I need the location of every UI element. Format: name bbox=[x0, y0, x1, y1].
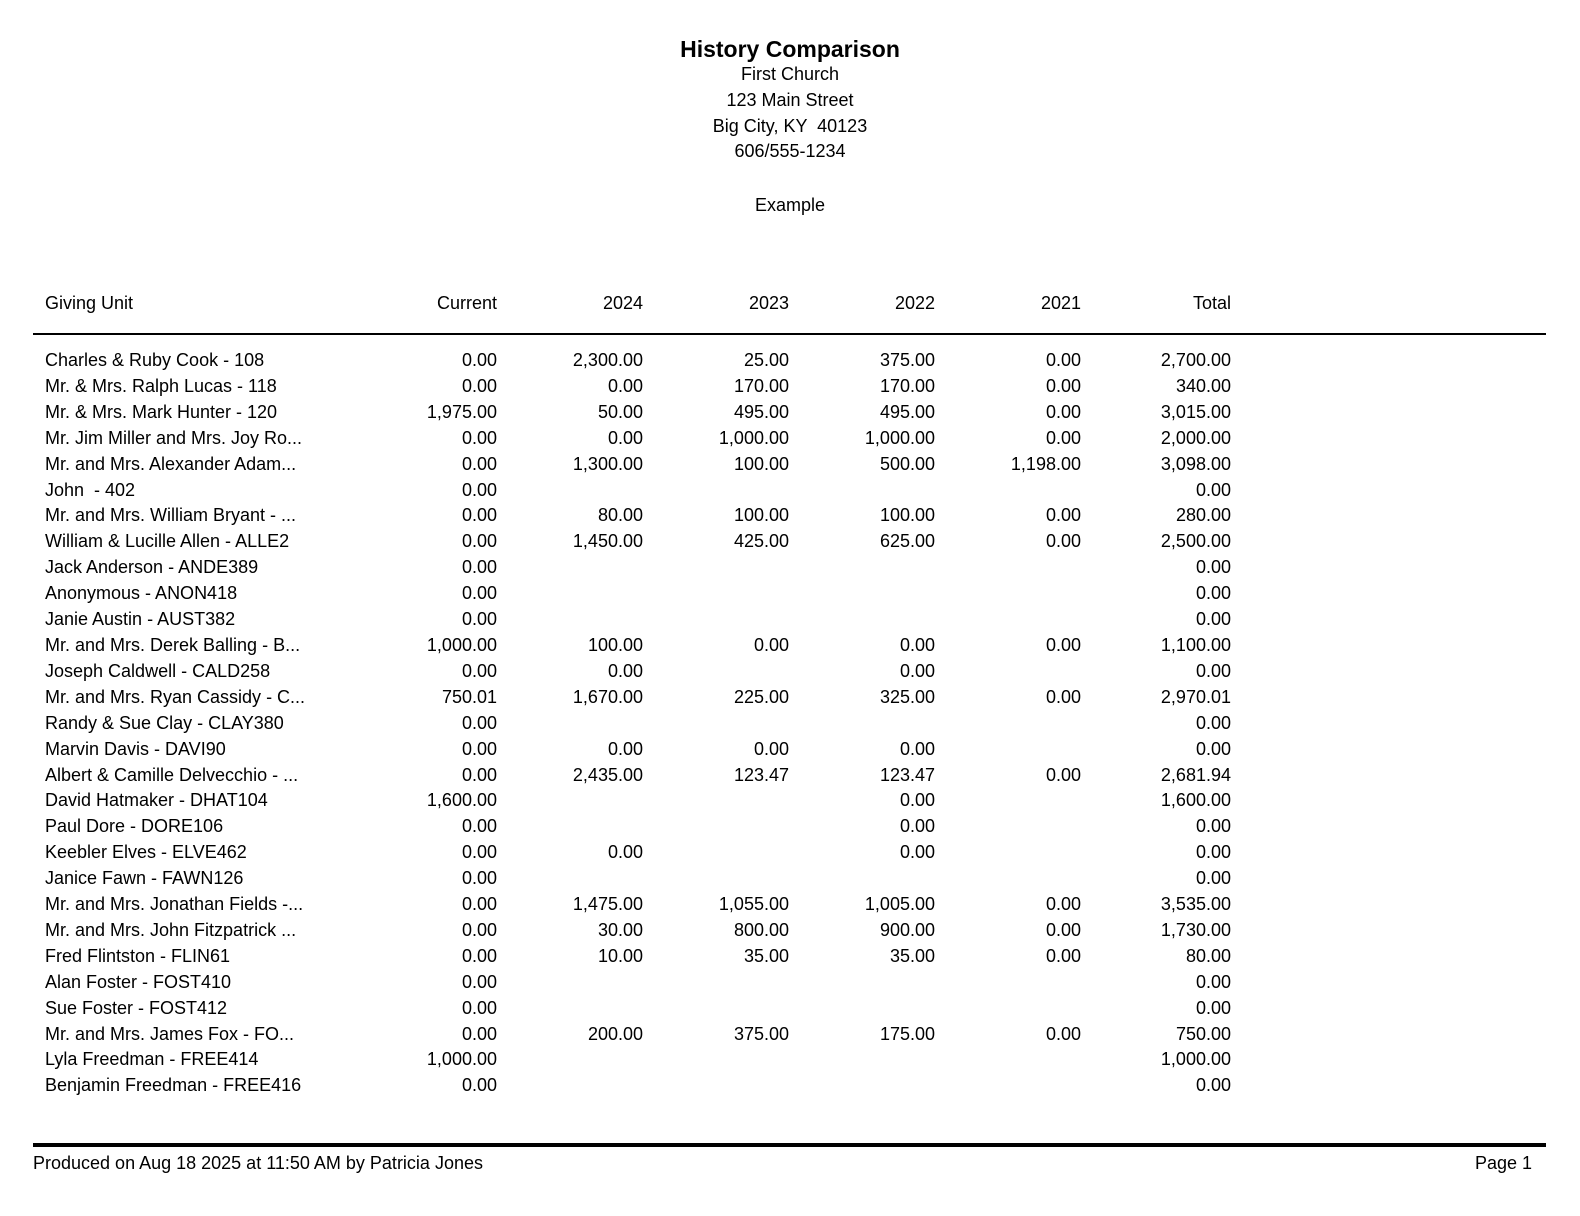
amount-cell: 1,000.00 bbox=[864, 427, 935, 448]
giving-unit-name: Alan Foster - FOST410 bbox=[45, 971, 232, 992]
amount-cell: 0.00 bbox=[1195, 557, 1231, 578]
amount-cell: 0.00 bbox=[461, 557, 497, 578]
amount-cell: 0.00 bbox=[461, 971, 497, 992]
filler-cell bbox=[1231, 737, 1546, 763]
column-header-2024: 2024 bbox=[497, 288, 643, 334]
amount-cell: 35.00 bbox=[743, 945, 789, 966]
filler-cell bbox=[1231, 529, 1546, 555]
amount-cell: 100.00 bbox=[733, 505, 789, 526]
table-row bbox=[33, 529, 1546, 555]
amount-cell: 170.00 bbox=[879, 375, 935, 396]
amount-cell: 0.00 bbox=[1195, 712, 1231, 733]
amount-cell bbox=[643, 555, 789, 581]
giving-unit-name: Mr. and Mrs. James Fox - FO... bbox=[45, 1023, 295, 1044]
table-row bbox=[33, 1073, 1546, 1099]
amount-cell: 0.00 bbox=[1195, 1075, 1231, 1096]
giving-unit-name: Paul Dore - DORE106 bbox=[45, 816, 224, 837]
amount-cell: 0.00 bbox=[461, 842, 497, 863]
amount-cell: 495.00 bbox=[733, 401, 789, 422]
table-row bbox=[33, 400, 1546, 426]
amount-cell: 900.00 bbox=[879, 919, 935, 940]
amount-cell: 0.00 bbox=[899, 634, 935, 655]
amount-cell: 800.00 bbox=[733, 919, 789, 940]
column-header-2022: 2022 bbox=[789, 288, 935, 334]
amount-cell bbox=[643, 581, 789, 607]
amount-cell bbox=[935, 581, 1081, 607]
amount-cell: 0.00 bbox=[607, 660, 643, 681]
phone-number: 606/555-1234 bbox=[734, 141, 846, 162]
amount-cell: 0.00 bbox=[607, 427, 643, 448]
address-street: 123 Main Street bbox=[726, 89, 854, 110]
amount-cell: 0.00 bbox=[1195, 868, 1231, 889]
amount-cell: 0.00 bbox=[607, 738, 643, 759]
table-row bbox=[33, 970, 1546, 996]
amount-cell bbox=[643, 659, 789, 685]
amount-cell bbox=[497, 581, 643, 607]
amount-cell: 0.00 bbox=[1045, 634, 1081, 655]
amount-cell bbox=[935, 970, 1081, 996]
filler-cell bbox=[1231, 374, 1546, 400]
amount-cell: 0.00 bbox=[1195, 479, 1231, 500]
amount-cell: 1,475.00 bbox=[572, 894, 643, 915]
amount-cell bbox=[643, 1047, 789, 1073]
amount-cell: 175.00 bbox=[879, 1023, 935, 1044]
column-header-filler bbox=[1231, 288, 1546, 334]
amount-cell: 0.00 bbox=[1045, 686, 1081, 707]
amount-cell: 0.00 bbox=[607, 375, 643, 396]
amount-cell: 495.00 bbox=[879, 401, 935, 422]
amount-cell bbox=[789, 1047, 935, 1073]
amount-cell bbox=[643, 814, 789, 840]
amount-cell: 2,681.94 bbox=[1160, 764, 1231, 785]
amount-cell: 0.00 bbox=[899, 842, 935, 863]
amount-cell: 0.00 bbox=[753, 738, 789, 759]
amount-cell: 3,015.00 bbox=[1160, 401, 1231, 422]
amount-cell: 80.00 bbox=[597, 505, 643, 526]
amount-cell: 0.00 bbox=[461, 453, 497, 474]
column-header-giving-unit: Giving Unit bbox=[33, 288, 363, 334]
filler-cell bbox=[1231, 892, 1546, 918]
giving-unit-name: Benjamin Freedman - FREE416 bbox=[45, 1075, 302, 1096]
amount-cell: 1,000.00 bbox=[426, 1049, 497, 1070]
amount-cell: 1,600.00 bbox=[1160, 790, 1231, 811]
amount-cell: 0.00 bbox=[899, 660, 935, 681]
amount-cell: 0.00 bbox=[461, 583, 497, 604]
filler-cell bbox=[1231, 944, 1546, 970]
amount-cell: 0.00 bbox=[1195, 660, 1231, 681]
amount-cell: 750.00 bbox=[1175, 1023, 1231, 1044]
giving-unit-name: William & Lucille Allen - ALLE2 bbox=[45, 531, 290, 552]
amount-cell: 0.00 bbox=[461, 350, 497, 370]
amount-cell: 123.47 bbox=[879, 764, 935, 785]
amount-cell: 1,600.00 bbox=[426, 790, 497, 811]
organization-name: First Church bbox=[740, 64, 839, 84]
amount-cell: 0.00 bbox=[461, 945, 497, 966]
table-row bbox=[33, 1047, 1546, 1073]
amount-cell: 225.00 bbox=[733, 686, 789, 707]
amount-cell: 1,975.00 bbox=[426, 401, 497, 422]
filler-cell bbox=[1231, 970, 1546, 996]
filler-cell bbox=[1231, 996, 1546, 1022]
giving-unit-name: Mr. and Mrs. Jonathan Fields -... bbox=[45, 894, 304, 915]
amount-cell: 0.00 bbox=[899, 738, 935, 759]
amount-cell: 0.00 bbox=[1045, 427, 1081, 448]
table-row bbox=[33, 996, 1546, 1022]
amount-cell: 0.00 bbox=[1045, 1023, 1081, 1044]
amount-cell: 100.00 bbox=[733, 453, 789, 474]
filler-cell bbox=[1231, 685, 1546, 711]
amount-cell bbox=[789, 1073, 935, 1099]
filler-cell bbox=[1231, 426, 1546, 452]
amount-cell: 1,198.00 bbox=[1010, 453, 1081, 474]
amount-cell bbox=[789, 478, 935, 504]
filler-cell bbox=[1231, 581, 1546, 607]
giving-unit-name: Fred Flintston - FLIN61 bbox=[45, 945, 231, 966]
amount-cell: 1,670.00 bbox=[572, 686, 643, 707]
giving-unit-name: Mr. and Mrs. Ryan Cassidy - C... bbox=[45, 686, 306, 707]
giving-unit-name: John - 402 bbox=[45, 479, 136, 500]
amount-cell bbox=[643, 996, 789, 1022]
amount-cell bbox=[643, 711, 789, 737]
amount-cell: 0.00 bbox=[1195, 971, 1231, 992]
table-row bbox=[33, 685, 1546, 711]
amount-cell bbox=[497, 866, 643, 892]
amount-cell bbox=[497, 970, 643, 996]
amount-cell: 1,000.00 bbox=[1160, 1049, 1231, 1070]
filler-cell bbox=[1231, 840, 1546, 866]
address-city-state-zip: Big City, KY 40123 bbox=[712, 115, 868, 136]
amount-cell bbox=[935, 840, 1081, 866]
filler-cell bbox=[1231, 763, 1546, 789]
giving-unit-name: Charles & Ruby Cook - 108 bbox=[45, 350, 265, 370]
amount-cell: 0.00 bbox=[461, 479, 497, 500]
amount-cell: 375.00 bbox=[879, 350, 935, 370]
amount-cell: 2,000.00 bbox=[1160, 427, 1231, 448]
giving-unit-name: Lyla Freedman - FREE414 bbox=[45, 1049, 259, 1070]
giving-unit-name: Mr. & Mrs. Ralph Lucas - 118 bbox=[45, 375, 277, 396]
amount-cell: 280.00 bbox=[1175, 505, 1231, 526]
filler-cell bbox=[1231, 334, 1546, 374]
produced-timestamp: Produced on Aug 18 2025 at 11:50 AM by Patricia Jones bbox=[33, 1153, 483, 1173]
filler-cell bbox=[1231, 788, 1546, 814]
amount-cell bbox=[935, 814, 1081, 840]
giving-unit-name: Sue Foster - FOST412 bbox=[45, 997, 228, 1018]
amount-cell: 0.00 bbox=[1195, 997, 1231, 1018]
amount-cell: 425.00 bbox=[733, 531, 789, 552]
amount-cell: 0.00 bbox=[461, 919, 497, 940]
amount-cell bbox=[789, 711, 935, 737]
giving-unit-name: Mr. and Mrs. Derek Balling - B... bbox=[45, 634, 301, 655]
table-row bbox=[33, 866, 1546, 892]
amount-cell bbox=[935, 1047, 1081, 1073]
amount-cell: 100.00 bbox=[879, 505, 935, 526]
amount-cell: 1,100.00 bbox=[1160, 634, 1231, 655]
amount-cell: 0.00 bbox=[1195, 583, 1231, 604]
table-row bbox=[33, 555, 1546, 581]
report-title: History Comparison bbox=[680, 36, 900, 62]
giving-unit-name: Randy & Sue Clay - CLAY380 bbox=[45, 712, 284, 733]
amount-cell: 80.00 bbox=[1185, 945, 1231, 966]
amount-cell bbox=[935, 996, 1081, 1022]
amount-cell: 0.00 bbox=[1195, 816, 1231, 837]
amount-cell bbox=[935, 555, 1081, 581]
report-subtitle: Example bbox=[754, 195, 826, 216]
amount-cell bbox=[789, 970, 935, 996]
amount-cell: 0.00 bbox=[899, 816, 935, 837]
amount-cell: 0.00 bbox=[461, 660, 497, 681]
amount-cell bbox=[935, 737, 1081, 763]
amount-cell bbox=[935, 1073, 1081, 1099]
giving-unit-name: Mr. and Mrs. Alexander Adam... bbox=[45, 453, 297, 474]
amount-cell bbox=[789, 555, 935, 581]
amount-cell: 0.00 bbox=[1045, 764, 1081, 785]
amount-cell bbox=[935, 478, 1081, 504]
giving-unit-name: Mr. Jim Miller and Mrs. Joy Ro... bbox=[45, 427, 303, 448]
amount-cell: 0.00 bbox=[461, 712, 497, 733]
table-row bbox=[33, 659, 1546, 685]
amount-cell: 0.00 bbox=[461, 868, 497, 889]
table-row bbox=[33, 1022, 1546, 1048]
table-row bbox=[33, 452, 1546, 478]
filler-cell bbox=[1231, 711, 1546, 737]
table-row bbox=[33, 581, 1546, 607]
amount-cell bbox=[643, 866, 789, 892]
amount-cell: 0.00 bbox=[1045, 505, 1081, 526]
amount-cell: 2,500.00 bbox=[1160, 531, 1231, 552]
giving-unit-name: Joseph Caldwell - CALD258 bbox=[45, 660, 271, 681]
amount-cell bbox=[497, 814, 643, 840]
amount-cell: 750.01 bbox=[441, 686, 497, 707]
filler-cell bbox=[1231, 607, 1546, 633]
report-footer bbox=[33, 1152, 1546, 1174]
giving-unit-name: Mr. and Mrs. John Fitzpatrick ... bbox=[45, 919, 297, 940]
amount-cell: 0.00 bbox=[461, 609, 497, 630]
amount-cell: 2,300.00 bbox=[572, 350, 643, 370]
amount-cell: 3,535.00 bbox=[1160, 894, 1231, 915]
amount-cell: 0.00 bbox=[461, 1075, 497, 1096]
page-number: Page 1 bbox=[1474, 1153, 1532, 1173]
table-row bbox=[33, 711, 1546, 737]
amount-cell: 0.00 bbox=[1045, 531, 1081, 552]
amount-cell bbox=[643, 478, 789, 504]
amount-cell bbox=[643, 840, 789, 866]
table-row bbox=[33, 607, 1546, 633]
amount-cell bbox=[497, 607, 643, 633]
giving-unit-name: Marvin Davis - DAVI90 bbox=[45, 738, 226, 759]
filler-cell bbox=[1231, 659, 1546, 685]
amount-cell: 340.00 bbox=[1175, 375, 1231, 396]
amount-cell: 0.00 bbox=[461, 764, 497, 785]
filler-cell bbox=[1231, 866, 1546, 892]
amount-cell bbox=[497, 711, 643, 737]
giving-unit-name: Mr. and Mrs. William Bryant - ... bbox=[45, 505, 297, 526]
filler-cell bbox=[1231, 1073, 1546, 1099]
amount-cell bbox=[935, 607, 1081, 633]
amount-cell: 0.00 bbox=[461, 505, 497, 526]
table-row bbox=[33, 814, 1546, 840]
table-row bbox=[33, 633, 1546, 659]
amount-cell bbox=[935, 866, 1081, 892]
filler-cell bbox=[1231, 503, 1546, 529]
filler-cell bbox=[1231, 918, 1546, 944]
amount-cell bbox=[643, 970, 789, 996]
table-row bbox=[33, 374, 1546, 400]
amount-cell: 0.00 bbox=[1045, 894, 1081, 915]
table-row bbox=[33, 918, 1546, 944]
amount-cell: 0.00 bbox=[461, 997, 497, 1018]
amount-cell: 170.00 bbox=[733, 375, 789, 396]
amount-cell: 35.00 bbox=[889, 945, 935, 966]
amount-cell: 0.00 bbox=[1045, 945, 1081, 966]
amount-cell: 2,970.01 bbox=[1160, 686, 1231, 707]
amount-cell bbox=[935, 711, 1081, 737]
footer-divider bbox=[33, 1143, 1546, 1147]
amount-cell bbox=[643, 607, 789, 633]
giving-unit-name: Janice Fawn - FAWN126 bbox=[45, 868, 244, 889]
report-header bbox=[0, 36, 1580, 218]
column-header-2021: 2021 bbox=[935, 288, 1081, 334]
filler-cell bbox=[1231, 452, 1546, 478]
table-row bbox=[33, 426, 1546, 452]
amount-cell: 0.00 bbox=[1045, 375, 1081, 396]
amount-cell: 1,055.00 bbox=[718, 894, 789, 915]
amount-cell bbox=[789, 866, 935, 892]
table-row bbox=[33, 892, 1546, 918]
table-row bbox=[33, 334, 1546, 374]
column-header-2023: 2023 bbox=[643, 288, 789, 334]
amount-cell bbox=[935, 659, 1081, 685]
amount-cell: 30.00 bbox=[597, 919, 643, 940]
amount-cell: 0.00 bbox=[461, 427, 497, 448]
amount-cell: 2,700.00 bbox=[1160, 350, 1231, 370]
amount-cell: 2,435.00 bbox=[572, 764, 643, 785]
amount-cell: 1,730.00 bbox=[1160, 919, 1231, 940]
amount-cell: 0.00 bbox=[461, 531, 497, 552]
amount-cell: 1,300.00 bbox=[572, 453, 643, 474]
amount-cell bbox=[643, 788, 789, 814]
filler-cell bbox=[1231, 633, 1546, 659]
history-table bbox=[33, 288, 1546, 1099]
giving-unit-name: Janie Austin - AUST382 bbox=[45, 609, 236, 630]
amount-cell: 0.00 bbox=[461, 894, 497, 915]
amount-cell: 0.00 bbox=[461, 738, 497, 759]
giving-unit-name: David Hatmaker - DHAT104 bbox=[45, 790, 268, 811]
amount-cell: 0.00 bbox=[607, 842, 643, 863]
amount-cell: 123.47 bbox=[733, 764, 789, 785]
filler-cell bbox=[1231, 555, 1546, 581]
table-body bbox=[33, 334, 1546, 1099]
table-header-row bbox=[33, 288, 1546, 334]
amount-cell bbox=[497, 555, 643, 581]
amount-cell bbox=[643, 1073, 789, 1099]
amount-cell: 25.00 bbox=[743, 350, 789, 370]
filler-cell bbox=[1231, 1022, 1546, 1048]
amount-cell: 0.00 bbox=[899, 790, 935, 811]
giving-unit-name: Anonymous - ANON418 bbox=[45, 583, 238, 604]
amount-cell: 0.00 bbox=[1045, 401, 1081, 422]
table-row bbox=[33, 944, 1546, 970]
table-row bbox=[33, 763, 1546, 789]
amount-cell: 0.00 bbox=[461, 816, 497, 837]
amount-cell: 3,098.00 bbox=[1160, 453, 1231, 474]
amount-cell: 0.00 bbox=[461, 375, 497, 396]
amount-cell: 1,000.00 bbox=[426, 634, 497, 655]
table-row bbox=[33, 788, 1546, 814]
amount-cell bbox=[497, 788, 643, 814]
filler-cell bbox=[1231, 400, 1546, 426]
amount-cell: 325.00 bbox=[879, 686, 935, 707]
amount-cell: 0.00 bbox=[1195, 609, 1231, 630]
amount-cell: 100.00 bbox=[587, 634, 643, 655]
amount-cell bbox=[789, 581, 935, 607]
table-row bbox=[33, 840, 1546, 866]
amount-cell bbox=[497, 996, 643, 1022]
amount-cell: 200.00 bbox=[587, 1023, 643, 1044]
amount-cell: 1,000.00 bbox=[718, 427, 789, 448]
amount-cell bbox=[789, 996, 935, 1022]
giving-unit-name: Keebler Elves - ELVE462 bbox=[45, 842, 247, 863]
amount-cell: 625.00 bbox=[879, 531, 935, 552]
filler-cell bbox=[1231, 478, 1546, 504]
amount-cell: 0.00 bbox=[1195, 738, 1231, 759]
amount-cell bbox=[789, 607, 935, 633]
amount-cell: 1,450.00 bbox=[572, 531, 643, 552]
amount-cell: 1,005.00 bbox=[864, 894, 935, 915]
amount-cell: 0.00 bbox=[1045, 350, 1081, 370]
amount-cell: 10.00 bbox=[597, 945, 643, 966]
amount-cell: 0.00 bbox=[753, 634, 789, 655]
amount-cell bbox=[497, 1047, 643, 1073]
filler-cell bbox=[1231, 1047, 1546, 1073]
giving-unit-name: Mr. & Mrs. Mark Hunter - 120 bbox=[45, 401, 278, 422]
giving-unit-name: Jack Anderson - ANDE389 bbox=[45, 557, 259, 578]
table-row bbox=[33, 478, 1546, 504]
amount-cell bbox=[497, 478, 643, 504]
amount-cell: 500.00 bbox=[879, 453, 935, 474]
amount-cell bbox=[497, 1073, 643, 1099]
amount-cell: 0.00 bbox=[1045, 919, 1081, 940]
table-row bbox=[33, 503, 1546, 529]
table-row bbox=[33, 737, 1546, 763]
filler-cell bbox=[1231, 814, 1546, 840]
column-header-total: Total bbox=[1081, 288, 1231, 334]
amount-cell: 375.00 bbox=[733, 1023, 789, 1044]
amount-cell: 0.00 bbox=[461, 1023, 497, 1044]
giving-unit-name: Albert & Camille Delvecchio - ... bbox=[45, 764, 299, 785]
amount-cell: 50.00 bbox=[597, 401, 643, 422]
amount-cell: 0.00 bbox=[1195, 842, 1231, 863]
column-header-current: Current bbox=[363, 288, 497, 334]
amount-cell bbox=[935, 788, 1081, 814]
